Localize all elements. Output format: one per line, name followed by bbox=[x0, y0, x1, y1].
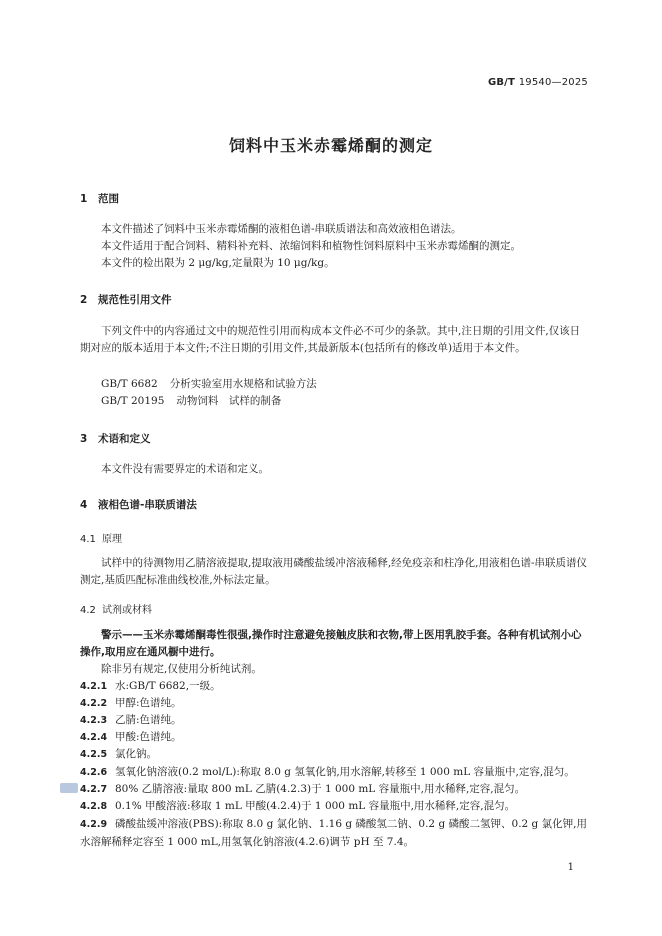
list-item bbox=[80, 695, 590, 713]
subsection-4-1-heading bbox=[80, 530, 122, 545]
paragraph: 下列文件中的内容通过文中的规范性引用而构成本文件必不可少的条款。其中,注日期的引用文件,仅该日期对应的版本适用于本文件;不注日期的引用文件,其最新版本(包括所有的修改单)适用于本文件。 bbox=[80, 325, 581, 354]
item-text: 氢氧化钠溶液(0.2 mol/L):称取 8.0 g 氢氧化钠,用水溶解,转移至 1 000 mL 容量瓶中,定容,混匀。 bbox=[115, 766, 575, 778]
item-text: 甲酸:色谱纯。 bbox=[115, 731, 182, 743]
section-4-heading bbox=[80, 497, 197, 512]
list-item bbox=[80, 746, 590, 764]
item-text: 磷酸盐缓冲溶液(PBS):称取 8.0 g 氯化钠、1.16 g 磷酸氢二钠、0.2 g 磷酸二氢钾、0.2 g 氯化钾,用水溶解稀释定容至 1 000 mL,用氢氧化钠溶液(4.2.6)调节 pH 至 7.4。 bbox=[80, 818, 587, 848]
subsection-4-2-heading bbox=[80, 601, 152, 616]
item-text: 0.1% 甲酸溶液:移取 1 mL 甲酸(4.2.4)于 1 000 mL 容量瓶中,用水稀释,定容,混匀。 bbox=[115, 800, 516, 812]
paragraph: 本文件描述了饲料中玉米赤霉烯酮的液相色谱-串联质谱法和高效液相色谱法。 bbox=[101, 223, 462, 235]
section-title: 范围 bbox=[98, 193, 119, 205]
paragraph: 试样中的待测物用乙腈溶液提取,提取液用磷酸盐缓冲溶液稀释,经免疫亲和柱净化,用液相色谱-串联质谱仪测定,基质匹配标准曲线校准,外标法定量。 bbox=[80, 557, 588, 586]
item-text: 乙腈:色谱纯。 bbox=[115, 714, 182, 726]
item-number: 4.2.3 bbox=[80, 715, 108, 726]
reference-name: 分析实验室用水规格和试验方法 bbox=[169, 378, 317, 390]
section-number: 2 bbox=[80, 294, 88, 306]
section-1-heading bbox=[80, 191, 119, 206]
section-3-heading bbox=[80, 431, 151, 446]
subsection-number: 4.1 bbox=[80, 534, 96, 545]
item-number: 4.2.9 bbox=[80, 819, 108, 830]
paragraph: 本文件的检出限为 2 μg/kg,定量限为 10 μg/kg。 bbox=[101, 257, 335, 269]
section-title: 规范性引用文件 bbox=[98, 294, 172, 306]
safety-warning: 警示——玉米赤霉烯酮毒性很强,操作时注意避免接触皮肤和衣物,带上医用乳胶手套。各种有机试剂小心操作,取用应在通风橱中进行。 bbox=[80, 629, 582, 658]
paragraph: 除非另有规定,仅使用分析纯试剂。 bbox=[101, 663, 262, 675]
paragraph: 本文件没有需要界定的术语和定义。 bbox=[101, 463, 269, 475]
standard-code: 19540—2025 bbox=[518, 77, 588, 88]
item-number: 4.2.1 bbox=[80, 681, 108, 692]
subsection-title: 原理 bbox=[102, 534, 122, 545]
list-item bbox=[80, 729, 590, 747]
item-number: 4.2.7 bbox=[80, 784, 108, 795]
item-number: 4.2.8 bbox=[80, 801, 108, 812]
list-item bbox=[80, 764, 590, 782]
section-number: 3 bbox=[80, 433, 88, 445]
paragraph: 本文件适用于配合饲料、精料补充料、浓缩饲料和植物性饲料原料中玉米赤霉烯酮的测定。 bbox=[101, 240, 521, 252]
item-number: 4.2.2 bbox=[80, 698, 108, 709]
section-number: 4 bbox=[80, 499, 88, 511]
item-text: 甲醇:色谱纯。 bbox=[115, 697, 182, 709]
section-number: 1 bbox=[80, 193, 88, 205]
document-title: 饲料中玉米赤霉烯酮的测定 bbox=[228, 136, 433, 155]
section-title: 术语和定义 bbox=[98, 433, 151, 445]
list-item bbox=[80, 678, 590, 696]
item-text: 水:GB/T 6682,一级。 bbox=[115, 680, 221, 692]
section-2-heading bbox=[80, 292, 172, 307]
subsection-title: 试剂或材料 bbox=[102, 605, 152, 616]
section-title: 液相色谱-串联质谱法 bbox=[98, 499, 197, 511]
item-number: 4.2.5 bbox=[80, 749, 108, 760]
reference-code: GB/T 6682 bbox=[101, 378, 158, 390]
item-text: 氯化钠。 bbox=[115, 748, 157, 760]
highlight-marker bbox=[60, 783, 78, 793]
list-item bbox=[80, 816, 590, 851]
item-number: 4.2.6 bbox=[80, 767, 108, 778]
reference-name: 动物饲料 试样的制备 bbox=[176, 395, 282, 407]
item-number: 4.2.4 bbox=[80, 732, 108, 743]
standard-number bbox=[488, 77, 588, 88]
normative-reference bbox=[101, 393, 281, 408]
reference-code: GB/T 20195 bbox=[101, 395, 165, 407]
item-text: 80% 乙腈溶液:量取 800 mL 乙腈(4.2.3)于 1 000 mL 容量瓶中,用水稀释,定容,混匀。 bbox=[115, 783, 526, 795]
page-number: 1 bbox=[567, 862, 574, 873]
list-item bbox=[80, 798, 590, 816]
list-item bbox=[80, 781, 590, 799]
list-item bbox=[80, 712, 590, 730]
normative-reference bbox=[101, 376, 317, 391]
subsection-number: 4.2 bbox=[80, 605, 96, 616]
standard-prefix: GB/T bbox=[487, 77, 516, 88]
